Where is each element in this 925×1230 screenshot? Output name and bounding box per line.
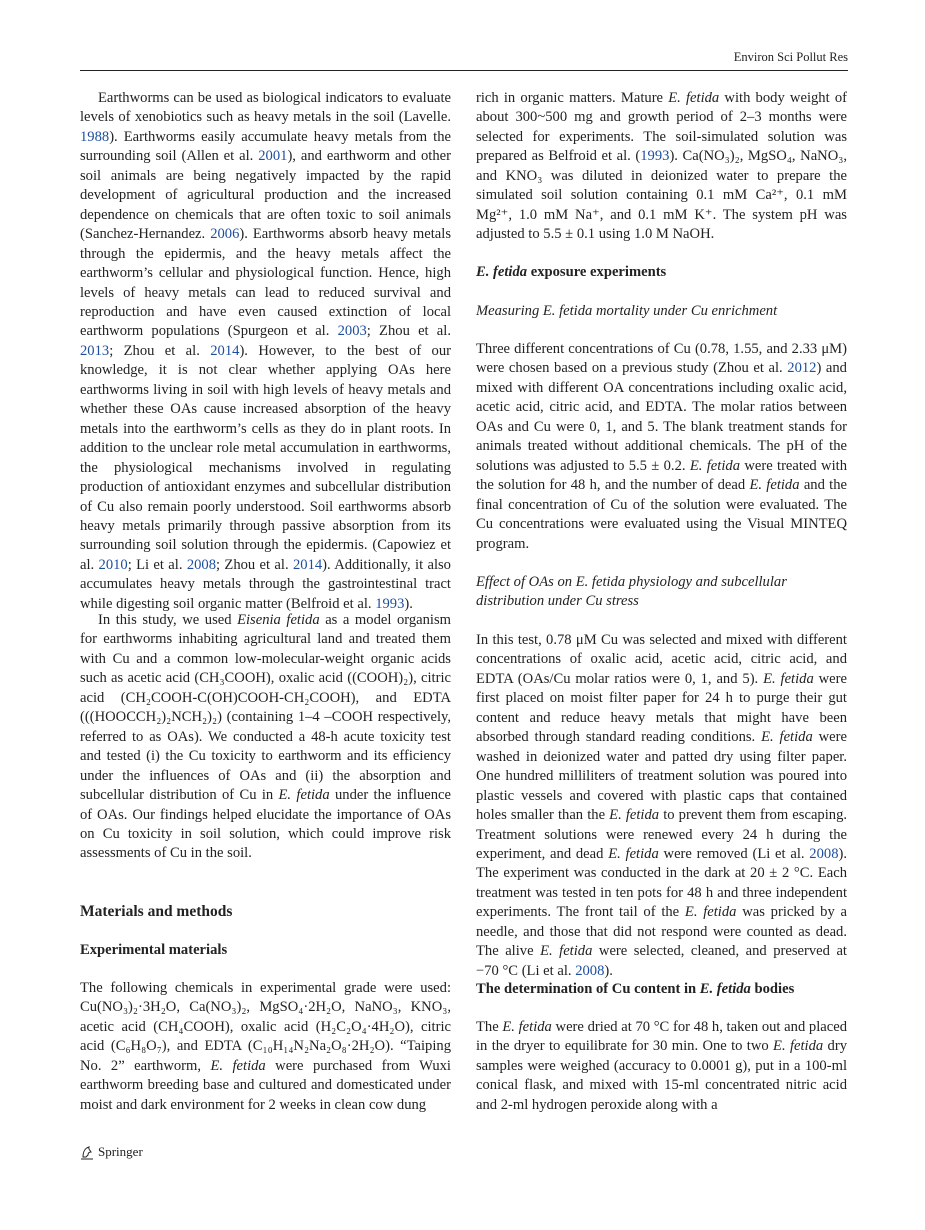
text-run: ). The experiment was conducted in the dark at 20 ± 2 °C. Each treatment was tested in ten pots for 48 h and three independent experiments. The front tail of the [476,845,847,921]
text-run: The [476,1019,503,1035]
text-run: and the final concentration of Cu of the solution were evaluated. The Cu concentrations were evaluated using the Visual MINTEQ program. [476,477,847,552]
text-run: dry samples were weighed (accuracy to 0.0001 g), put in a 100-ml conical flask, and mixed with 15-ml concentrated nitric acid and 2-ml hydrogen peroxide along with a [476,1038,848,1113]
text-run: Three different concentrations of Cu (0.78, 1.55, and 2.33 μM) were chosen based on a previous study (Zhou et al. [476,341,847,377]
subsection-heading-materials: Experimental materials [80,942,228,958]
italic-text: E. fetida [749,477,800,494]
text-run: In this study, we used [98,612,238,628]
materials-paragraph [80,979,451,1115]
text-run: The determination of Cu content in [476,981,700,997]
text-run: ). Earthworms absorb heavy metals through the epidermis, and the heavy metals affect the earthworm’s cellular and physiological function. Hence, high levels of heavy metals can lead to reduced survival and reproduction and have even caused extinction of local earthworm populations (Spurgeon et al. [80,226,452,340]
italic-text: Eisenia fetida [237,612,320,628]
italic-text: E. fetida [773,1038,824,1055]
citation-link[interactable]: 1993 [375,595,405,612]
text-run: was pricked by a needle, and those that did not respond were counted as dead. The alive [476,904,847,960]
text-run: were washed in deionized water and patted dry using filter paper. One hundred milliliters of treatment solution was poured into plastic vessels and covered with plastic caps that contained holes smaller than the [476,729,847,824]
italic-text: E. fetida [278,787,330,804]
citation-link[interactable]: 2008 [809,845,839,862]
text-run: exposure experiments [527,264,667,280]
subsection-heading-exposure [476,263,847,282]
intro-paragraph-1 [80,89,451,614]
text-run: ) and mixed with different OA concentrations including oxalic acid, acetic acid, citric acid, and EDTA. The molar ratios between OAs and Cu were 0, 1, and 5. The blank treatment stands for animals treated without additional chemicals. The pH of the solutions was adjusted to 5.5 ± 0.2. [476,360,847,474]
italic-text: E. fetida [761,729,813,746]
text-run: ). Ca(NO₃)₂, MgSO₄, NaNO₃, and KNO₃ was diluted in deionized water to prepare the simulated soil solution containing 0.1 mM Ca²⁺, 0.1 mM Mg²⁺, 1.0 mM Na⁺, and 0.1 mM K⁺. The system pH was adjusted to 5.5 ± 0.1 using 1.0 M NaOH. [476,148,847,243]
journal-header: Environ Sci Pollut Res [733,50,848,64]
effect-paragraph [476,631,847,981]
text-run: ). Earthworms easily accumulate heavy metals from the surrounding soil (Allen et al. [80,128,451,165]
text-run: were removed (Li et al. [658,845,810,862]
italic-text: E. fetida [608,845,659,862]
citation-link[interactable]: 2003 [337,323,367,340]
citation-link[interactable]: 2010 [98,556,128,573]
citation-link[interactable]: 2014 [292,556,323,573]
section-heading-methods: Materials and methods [80,903,233,920]
publisher-footer [80,1144,143,1160]
text-run: were dried at 70 °C for 48 h, taken out and placed in the dryer to equilibrate for 30 min. One to two [476,1019,847,1055]
text-run: Earthworms can be used as biological indicators to evaluate levels of xenobiotics such as heavy metals in the soil (Lavelle. [80,90,451,126]
italic-text: E. fetida [763,670,814,687]
italic-text: E. fetida [684,904,737,921]
text-run: to prevent them from escaping. Treatment solutions were renewed every 24 h during the experiment, and dead [476,807,848,862]
materials-paragraph-cont [476,89,847,245]
italic-text: E. fetida [210,1057,266,1074]
text-run: ; Li et al. [127,556,187,573]
citation-link[interactable]: 2012 [787,360,817,377]
italic-text: E. fetida [689,457,740,474]
text-run: ; Zhou et al. [109,342,211,359]
citation-link[interactable]: 2008 [186,556,217,573]
springer-horse-icon [80,1145,94,1160]
text-run: with body weight of about 300~500 mg and growth period of 2–3 months were selected for experiments. The soil-simulated solution was prepared as Belfroid et al. ( [476,90,847,165]
text-run: were selected, cleaned, and preserved at −70 °C (Li et al. [476,943,847,979]
text-run: ; Zhou et al. [216,556,293,573]
header-rule [80,70,848,71]
text-run: ). [404,595,413,612]
subsection-heading-cu-content [476,980,847,999]
citation-link[interactable]: 1993 [640,148,670,165]
text-run: under the influence of OAs. Our findings helped elucidate the importance of OAs on Cu toxicity in soil solution, which could improve risk assessments of Cu in the soil. [80,787,451,862]
text-run: The following chemicals in experimental grade were used: Cu(NO₃)₂·3H₂O, Ca(NO₃)₂, MgSO₄·2H₂O, NaNO₃, KNO₃, acetic acid (CH₄COOH), oxalic acid (H₂C₂O₄·4H₂O), citric acid (C₆H₈O₇), and EDTA (C₁₀H₁₄N₂Na₂O₈·2H₂O). “Taiping No. 2” earthworm, [80,980,451,1074]
italic-text: E. fetida [699,981,751,997]
italic-text: E. fetida [668,90,720,106]
citation-link[interactable]: 2001 [258,148,288,165]
cu-content-paragraph [476,1018,847,1115]
text-run: ). [604,962,613,979]
italic-text: E. fetida [476,264,528,280]
text-run: were first placed on moist filter paper for 24 h to purge their gut content and reduce heavy metals that might have been absorbed through standard reading conditions. [476,670,847,746]
text-run: as a model organism for earthworms inhabiting agricultural land and treated them with Cu and a common low-molecular-weight organic acids such as acetic acid (CH₃COOH), oxalic acid ((COOH)₂), citric acid (CH₂COOH-C(OH)COOH-CH₂COOH), and EDTA (((HOOCCH₂)₂NCH₂)₂) (containing 1–4 –COOH respectively, referred to as OAs). We conducted a 48-h acute toxicity test and tested (i) the Cu toxicity to earthworm and its efficiency under the influences of OAs and (ii) the absorption and subcellular distribution of Cu in [80,612,451,804]
citation-link[interactable]: 2006 [210,226,240,243]
text-run: ). Additionally, it also accumulates heavy metals through the gastrointestinal tract while digesting soil organic matter (Belfroid et al. [80,556,451,612]
subsubsection-heading-effect: Effect of OAs on E. fetida physiology and subcellular distribution under Cu stress [476,574,787,610]
citation-link[interactable]: 2014 [210,342,240,359]
italic-text: E. fetida [540,943,593,960]
italic-text: E. fetida [502,1019,552,1035]
citation-link[interactable]: 2008 [575,962,605,979]
text-run: ; Zhou et al. [366,323,451,340]
italic-text: E. fetida [609,807,660,824]
text-run: were purchased from Wuxi earthworm breeding base and cultured and domesticated under moist and dark environment for 2 weeks in clean cow dung [80,1057,451,1113]
intro-paragraph-2 [80,611,451,864]
text-run: were treated with the solution for 48 h, and the number of dead [476,457,847,494]
publisher-name: Springer [98,1144,143,1159]
mortality-paragraph [476,340,847,554]
subsubsection-heading-mortality: Measuring E. fetida mortality under Cu enrichment [476,303,778,319]
citation-link[interactable]: 1988 [80,128,110,145]
text-run: bodies [750,981,795,997]
citation-link[interactable]: 2013 [80,342,110,359]
text-run: ), and earthworm and other soil animals are being negatively impacted by the rapid development of agricultural production and the increased dependence on chemicals that are often toxic to soil animals (Sanchez-Hernandez. [80,148,451,243]
text-run: In this test, 0.78 μM Cu was selected and mixed with different concentrations of oxalic acid, acetic acid, citric acid, and EDTA (OAs/Cu molar ratios were 0, 1, and 5). [476,632,847,687]
text-run: ). However, to the best of our knowledge, it is not clear whether applying OAs here earthworms living in soil with high levels of heavy metals and whether these OAs cause increased absorption of the heavy metals into the earthworm’s cells as they do in plant roots. In addition to the unclear role metal accumulation in earthworms, the physiological mechanisms involved in regulating production of antioxidant enzymes and subcellular distribution of Cu also remain poorly understood. Soil earthworms absorb heavy metals primarily through passive absorption from its surrounding soil solution through the epidermis. (Capowiez et al. [80,342,452,573]
text-run: rich in organic matters. Mature [476,90,669,106]
